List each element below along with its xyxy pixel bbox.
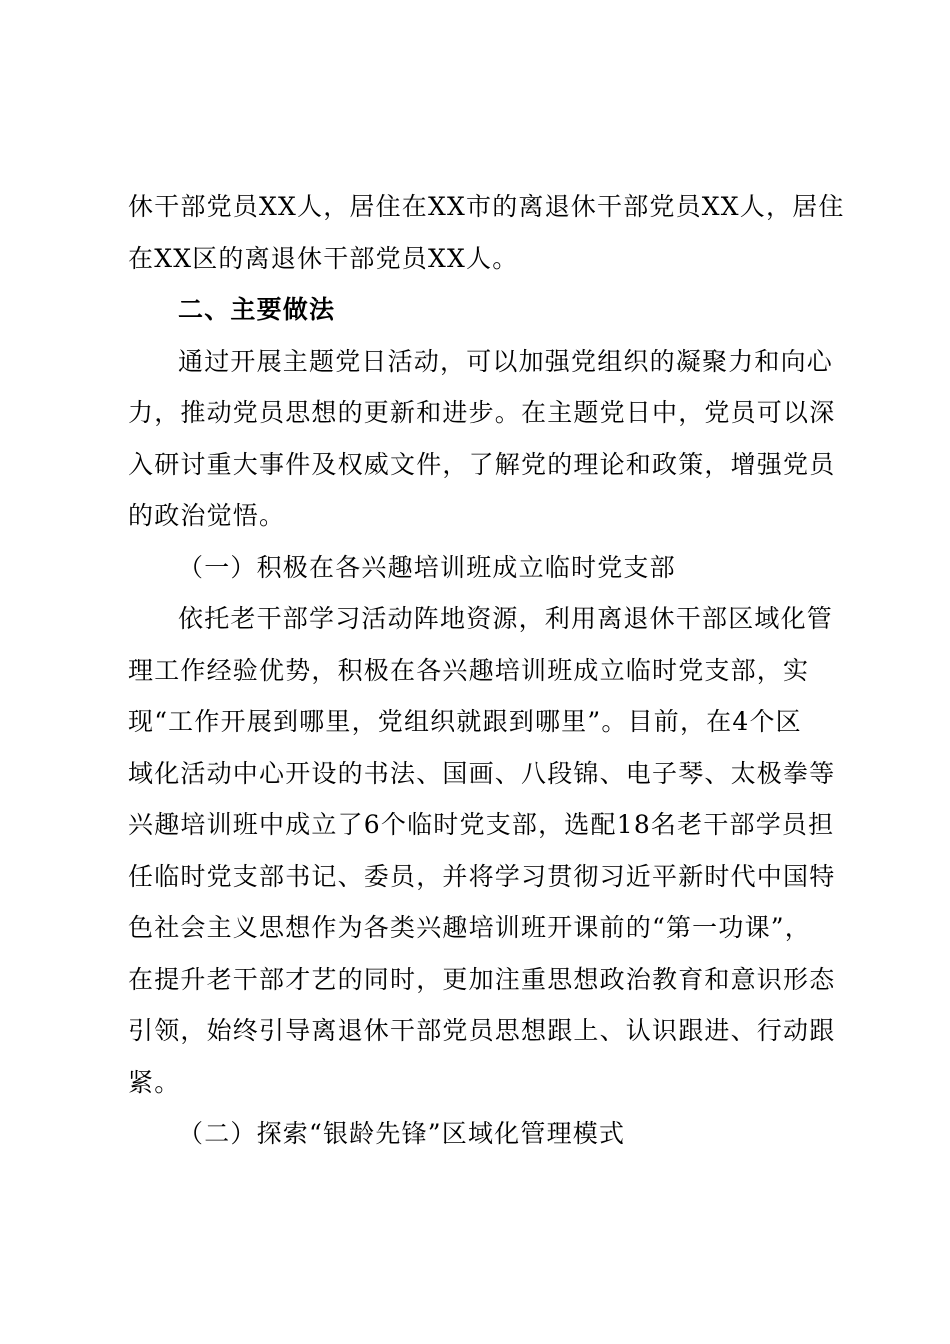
paragraph-line: 现“工作开展到哪里，党组织就跟到哪里”。目前，在4个区 [128, 707, 802, 736]
paragraph-line: 依托老干部学习活动阵地资源，利用离退休干部区域化管 [178, 604, 834, 633]
paragraph-line: 通过开展主题党日活动，可以加强党组织的凝聚力和向心 [178, 346, 834, 376]
paragraph-line: 域化活动中心开设的书法、国画、八段锦、电子琴、太极拳等 [128, 758, 836, 788]
section-heading: 二、主要做法 [178, 295, 336, 324]
paragraph-line: 在提升老干部才艺的同时，更加注重思想政治教育和意识形态 [128, 964, 836, 994]
paragraph-line: 理工作经验优势，积极在各兴趣培训班成立临时党支部，实 [128, 655, 810, 685]
paragraph-line: 引领，始终引导离退休干部党员思想跟上、认识跟进、行动跟 [128, 1016, 836, 1045]
document-page [128, 181, 845, 1160]
paragraph-line: 任临时党支部书记、委员，并将学习贯彻习近平新时代中国特 [128, 861, 836, 891]
subsection-heading: （一）积极在各兴趣培训班成立临时党支部 [178, 552, 676, 582]
paragraph-line: 紧。 [128, 1067, 181, 1097]
paragraph-line: 入研讨重大事件及权威文件，了解党的理论和政策，增强党员 [128, 449, 836, 479]
subsection-heading: （二）探索“银龄先锋”区域化管理模式 [178, 1119, 626, 1148]
paragraph-line: 兴趣培训班中成立了6个临时党支部，选配18名老干部学员担 [128, 810, 835, 839]
paragraph-line: 力，推动党员思想的更新和进步。在主题党日中，党员可以深 [128, 398, 836, 427]
paragraph-line: 色社会主义思想作为各类兴趣培训班开课前的“第一功课”， [128, 913, 811, 942]
paragraph-line: 休干部党员XX人，居住在XX市的离退休干部党员XX人，居住 [128, 192, 845, 221]
paragraph-line: 在XX区的离退休干部党员XX人。 [128, 243, 519, 273]
paragraph-line: 的政治觉悟。 [128, 501, 286, 530]
